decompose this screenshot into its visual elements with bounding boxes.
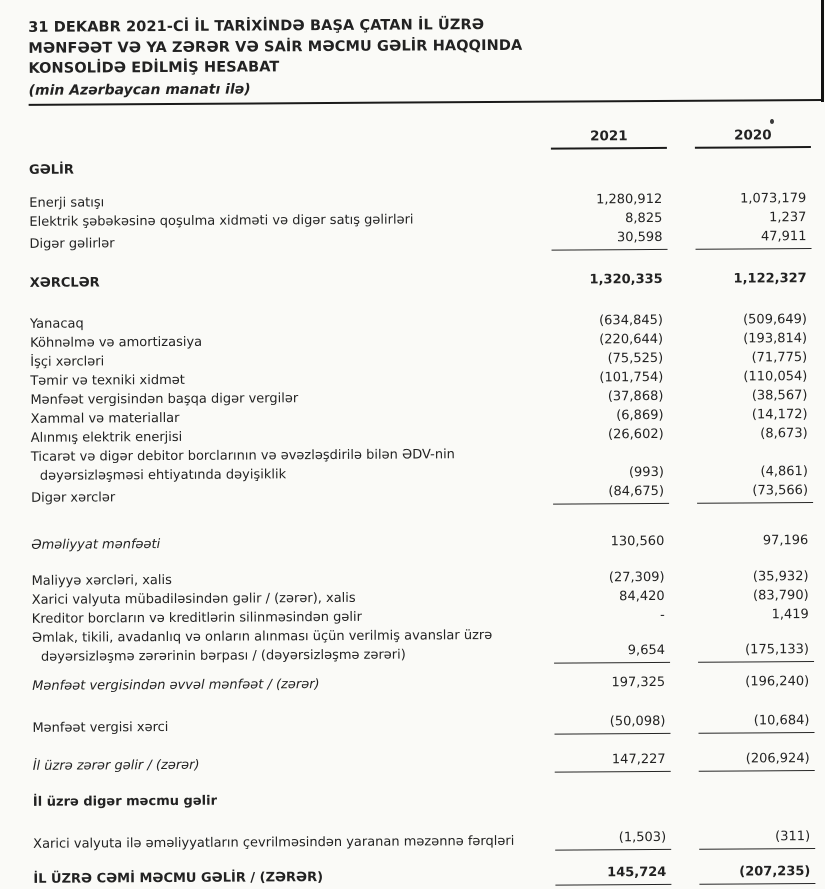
value-2020: (8,673)	[760, 426, 808, 442]
row-label: Alınmış elektrik enerjisi	[30, 429, 183, 446]
table-row	[33, 749, 815, 776]
value-2021: (75,525)	[607, 350, 664, 367]
row-label: Maliyyə xərcləri, xalis	[31, 572, 172, 589]
value-2020: 1,237	[769, 210, 807, 226]
row-label: İl üzrə zərər gəlir / (zərər)	[32, 757, 200, 774]
row-label: Xammal və materiallar	[30, 410, 180, 427]
title-line: KONSOLİDƏ EDİLMİŞ HESABAT	[28, 59, 280, 77]
row-label: Əmlak, tikili, avadanlıq və onların alınması üçün verilmiş avanslar üzrə dəyərsizləşmə zərərinin bərpası / (dəyərsizləşmə zərəri)	[31, 628, 493, 665]
row-label: Elektrik şəbəkəsinə qoşulma xidməti və digər satış gəlirləri	[29, 212, 414, 230]
value-2020: (73,566)	[697, 481, 813, 504]
value-2021: (634,845)	[599, 312, 664, 329]
value-2021: 145,724	[555, 863, 671, 886]
document-title	[28, 13, 810, 79]
value-2021: (1,503)	[555, 828, 671, 851]
row-label: Mənfəət vergisindən əvvəl mənfəət / (zərər)	[32, 677, 320, 694]
column-header-spacer	[29, 129, 551, 153]
row-label: Enerji satışı	[29, 195, 105, 211]
title-line: 31 DEKABR 2021-Cİ İL TARİXİNDƏ BAŞA ÇATAN İL ÜZRƏ	[28, 17, 485, 36]
value-2020: (83,790)	[752, 588, 809, 604]
value-2020	[699, 807, 815, 808]
value-2021: 30,598	[551, 228, 667, 251]
value-2020: (71,775)	[751, 350, 808, 366]
row-label: İşçi xərcləri	[30, 354, 105, 370]
value-2021: (101,754)	[599, 369, 664, 386]
value-2021: 130,560	[610, 533, 665, 550]
value-2020: (311)	[699, 827, 815, 850]
value-2020: 47,911	[695, 227, 811, 250]
value-2020: (14,172)	[751, 407, 808, 423]
row-label: Yanacaq	[29, 316, 84, 332]
scan-edge-artifact	[821, 0, 824, 102]
value-2020: (193,814)	[743, 331, 808, 347]
value-2021	[551, 176, 667, 177]
row-label: Mənfəət vergisindən başqa digər vergilər	[30, 391, 299, 408]
row-label: Digər xərclər	[30, 490, 116, 506]
statement-rows	[29, 156, 815, 889]
value-2021: 1,280,912	[596, 191, 663, 208]
value-2021: (37,868)	[607, 388, 664, 405]
value-2020: (38,567)	[751, 388, 808, 404]
value-2021: 1,320,335	[589, 271, 663, 288]
value-2020: (207,235)	[699, 862, 815, 885]
row-label: Kreditor borcların və kreditlərin silinməsindən gəlir	[31, 609, 363, 627]
value-2021	[555, 808, 671, 809]
value-2020: (10,684)	[698, 711, 814, 734]
table-row	[32, 672, 814, 696]
value-2021: 147,227	[555, 750, 671, 773]
value-2021: (26,602)	[607, 426, 664, 443]
value-2020: 1,073,179	[740, 191, 807, 207]
row-label: Əməliyyat mənfəəti	[31, 537, 161, 553]
row-label: İl üzrə digər məcmu gəlir	[32, 793, 218, 810]
value-2021: (84,675)	[553, 482, 669, 505]
row-label: İL ÜZRƏ CƏMİ MƏCMU GƏLİR / (ZƏRƏR)	[33, 870, 324, 887]
value-2021: -	[660, 607, 665, 623]
value-2021: (993)	[628, 464, 664, 481]
table-row	[31, 531, 813, 555]
value-2020: 1,419	[771, 607, 809, 623]
value-2020: (175,133)	[698, 640, 814, 663]
value-2021: 197,325	[611, 674, 666, 691]
title-line: MƏNFƏƏT VƏ YA ZƏRƏR VƏ SAİR MƏCMU GƏLİR HAQQINDA	[28, 37, 523, 57]
value-2021: 8,825	[625, 210, 663, 227]
row-label: Digər gəlirlər	[29, 236, 115, 252]
value-2020: (196,240)	[745, 674, 810, 690]
table-row	[32, 711, 814, 738]
value-2020: 97,196	[762, 533, 809, 549]
value-2021: 9,654	[554, 641, 670, 664]
row-label: Ticarət və digər debitor borclarının və əvəzləşdirilə bilən ƏDV-nin dəyərsizləşməsi ehtiyatında dəyişiklik	[30, 447, 455, 484]
row-label: Xarici valyuta ilə əməliyyatların çevrilməsindən yaranan məzənnə fərqləri	[33, 833, 515, 852]
value-2021: (27,309)	[608, 569, 665, 586]
currency-note: (min Azərbaycan manatı ilə)	[28, 80, 251, 99]
scan-dot-artifact	[770, 119, 774, 124]
value-2020	[695, 175, 811, 176]
row-label: Köhnəlmə və amortizasiya	[30, 334, 203, 351]
value-2020: (35,932)	[752, 569, 809, 585]
value-2021: (220,644)	[599, 331, 664, 348]
value-2021: (50,098)	[554, 712, 670, 735]
row-label: Xarici valyuta mübadiləsindən gəlir / (zərər), xalis	[31, 590, 356, 608]
row-label: Mənfəət vergisi xərci	[32, 719, 169, 736]
column-header-2021: 2021	[551, 128, 667, 150]
table-row	[32, 624, 814, 667]
value-2020: (110,054)	[743, 369, 808, 385]
value-2020: (509,649)	[743, 312, 808, 328]
value-2020: 1,122,327	[733, 271, 807, 287]
column-headers	[29, 127, 811, 153]
table-row	[29, 156, 811, 180]
table-row	[30, 269, 812, 293]
column-header-2020: 2020	[695, 127, 811, 149]
value-2020: (206,924)	[699, 749, 815, 772]
table-row	[31, 443, 813, 486]
table-row	[33, 788, 815, 812]
table-row	[33, 827, 815, 854]
value-2020: (4,861)	[760, 464, 808, 480]
row-label: GƏLİR	[28, 162, 74, 178]
value-2021: 84,420	[619, 588, 665, 605]
row-label: Təmir və texniki xidmət	[30, 372, 185, 389]
table-row	[33, 862, 815, 889]
value-2021: (6,869)	[616, 407, 664, 424]
row-label: XƏRCLƏR	[29, 275, 100, 291]
